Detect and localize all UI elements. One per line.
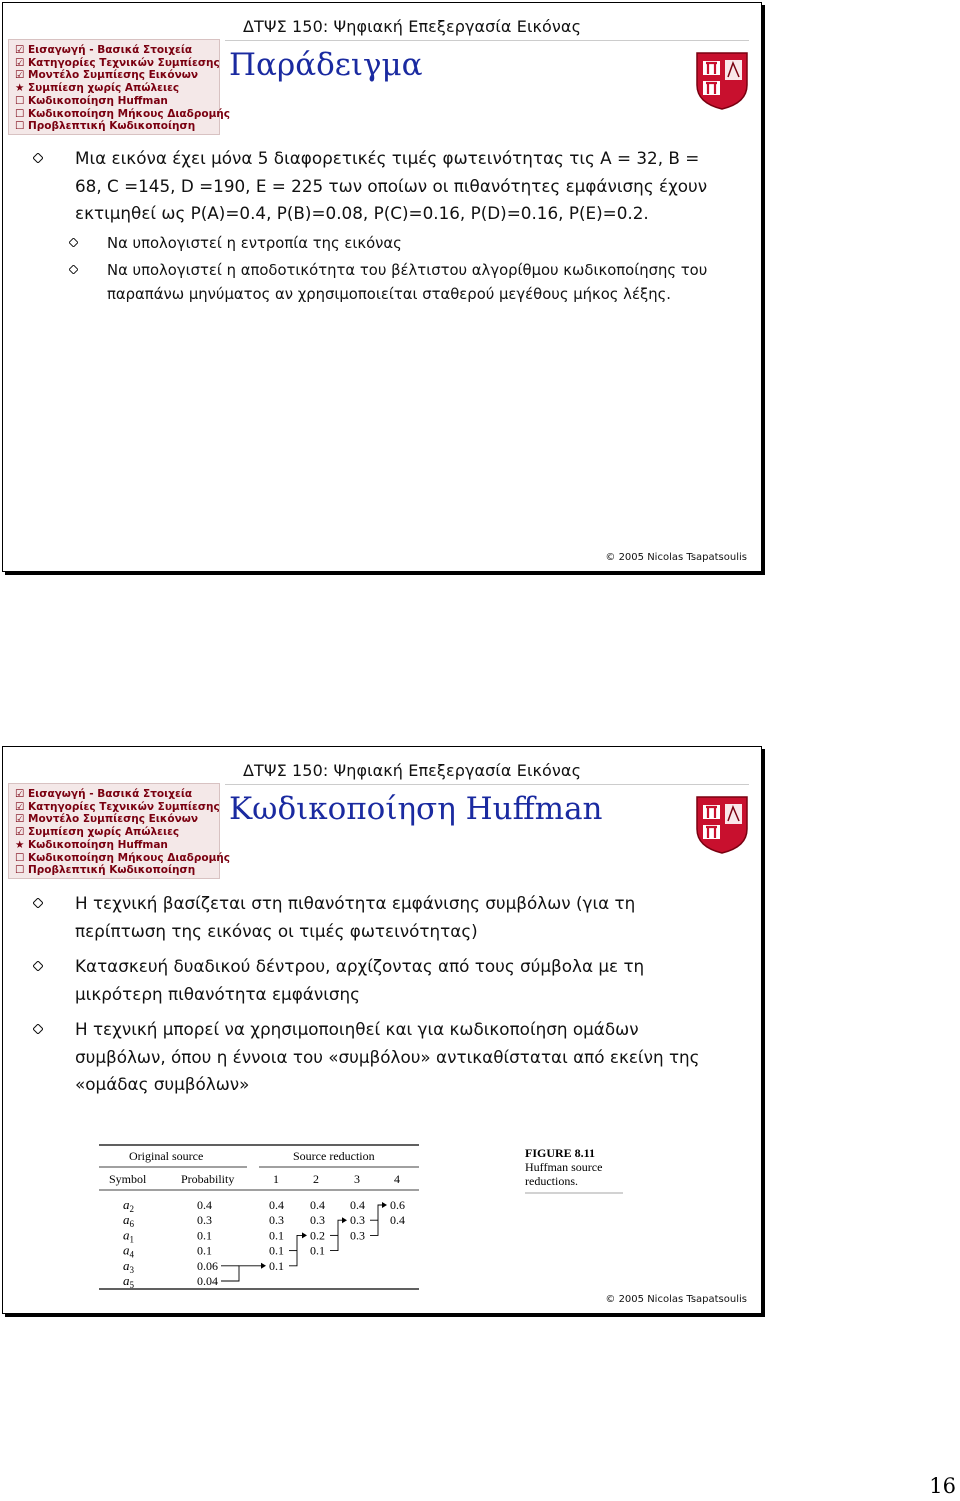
bullet-item [3, 145, 721, 228]
bullet-item [3, 953, 721, 1008]
nav-label: Εισαγωγή - Βασικά Στοιχεία [28, 44, 193, 56]
symbol-base: a [123, 1197, 130, 1212]
col-reduction-2: 2 [313, 1172, 319, 1186]
nav-mark: ☑ [15, 69, 25, 82]
probability-cell: 0.4 [197, 1198, 212, 1212]
slide-2 [2, 746, 762, 1314]
symbol-subscript: 6 [129, 1219, 134, 1230]
sub-bullet-item [3, 232, 721, 256]
nav-label: Μοντέλο Συμπίεσης Εικόνων [28, 813, 199, 826]
nav-item [9, 44, 219, 57]
figure-caption-title: FIGURE 8.11 [525, 1146, 596, 1160]
header-rule [225, 784, 749, 785]
group-source-reduction: Source reduction [293, 1149, 375, 1163]
nav-label: Συμπίεση χωρίς Απώλειες [28, 826, 180, 839]
col-reduction-3: 3 [354, 1172, 360, 1186]
slide-title: Κωδικοποίηση Huffman [229, 791, 603, 827]
nav-mark: ★ [15, 82, 25, 95]
university-logo-icon [695, 51, 749, 111]
nav-label: Κωδικοποίηση Huffman [28, 94, 168, 107]
figure-rows [123, 1197, 405, 1290]
reduction-cell: 0.1 [310, 1243, 325, 1258]
copyright: © 2005 Nicolas Tsapatsoulis [605, 1294, 747, 1305]
arrow-head-icon [302, 1232, 307, 1238]
slide-nav [8, 39, 231, 135]
reduction-cell: 0.4 [310, 1198, 325, 1212]
nav-mark: ☐ [15, 851, 25, 864]
nav-label: Κατηγορίες Τεχνικών Συμπίεσης [28, 56, 220, 69]
huffman-source-reduction-figure [97, 1143, 625, 1291]
slide-nav [8, 783, 231, 879]
merge-connector [221, 1266, 265, 1281]
col-symbol: Symbol [109, 1172, 147, 1186]
diamond-bullet-icon [69, 238, 78, 247]
slide-title: Παράδειγμα [229, 47, 423, 83]
figure-caption-line: reductions. [525, 1174, 578, 1188]
nav-label: Κωδικοποίηση Huffman [28, 838, 168, 851]
group-original-source: Original source [129, 1149, 204, 1163]
nav-label: Συμπίεση χωρίς Απώλειες [28, 82, 180, 95]
nav-item [9, 69, 219, 82]
reduction-cell: 0.6 [390, 1198, 405, 1212]
reduction-cell: 0.1 [269, 1243, 284, 1258]
nav-label: Μοντέλο Συμπίεσης Εικόνων [28, 69, 199, 82]
nav-item [9, 864, 219, 877]
nav-mark: ☑ [15, 813, 25, 826]
symbol-subscript: 1 [129, 1234, 134, 1245]
nav-mark: ☐ [15, 107, 25, 120]
symbol-base: a [123, 1273, 130, 1288]
col-reduction-4: 4 [394, 1172, 400, 1186]
nav-mark: ☑ [15, 826, 25, 839]
nav-mark: ☐ [15, 120, 25, 133]
nav-label: Προβλεπτική Κωδικοποίηση [28, 864, 196, 877]
header-rule [225, 40, 749, 41]
bullet-text: Η τεχνική μπορεί να χρησιμοποιηθεί και για κωδικοποίηση ομάδων συμβόλων, όπου η έννοια του «συμβόλου» αντικαθίσταται από εκείνη της «ομάδας συμβόλων» [75, 1019, 700, 1094]
reduction-cell: 0.3 [350, 1228, 365, 1243]
symbol-subscript: 4 [129, 1249, 134, 1260]
symbol-subscript: 2 [129, 1204, 134, 1214]
reduction-cell: 0.3 [269, 1213, 284, 1228]
nav-item [9, 95, 219, 108]
bullet-item [3, 1016, 721, 1099]
nav-mark: ☐ [15, 864, 25, 877]
diamond-bullet-icon [33, 153, 43, 163]
nav-label: Κατηγορίες Τεχνικών Συμπίεσης [28, 800, 220, 813]
page-number: 16 [929, 1474, 956, 1498]
bullet-text: Μια εικόνα έχει μόνα 5 διαφορετικές τιμές φωτεινότητας τις A = 32, B = 68, C =145, D =190, E = 225 των οποίων οι πιθανότητες εμφάνισης έχουν εκτιμηθεί ως P(A)=0.4, P(B)=0.08, P(C)=0.16, P(D)=0.16, P(E)=0.2. [75, 148, 708, 223]
nav-mark: ☑ [15, 788, 25, 800]
university-logo-icon [695, 795, 749, 855]
probability-cell: 0.1 [197, 1243, 212, 1258]
sub-bullet-text: Να υπολογιστεί η αποδοτικότητα του βέλτιστου αλγορίθμου κωδικοποίησης του παραπάνω μηνύματος αν χρησιμοποιείται σταθερού μεγέθους μήκος λέξης. [107, 262, 708, 303]
nav-item [9, 839, 219, 852]
nav-item [9, 57, 219, 70]
reduction-cell: 0.4 [390, 1213, 405, 1228]
symbol-base: a [123, 1227, 130, 1243]
nav-label: Εισαγωγή - Βασικά Στοιχεία [28, 788, 193, 800]
figure-caption-line: Huffman source [525, 1160, 603, 1174]
probability-cell: 0.3 [197, 1213, 212, 1228]
nav-mark: ☑ [15, 800, 25, 813]
bullet-text: Κατασκευή δυαδικού δέντρου, αρχίζοντας από τους σύμβολα με τη μικρότερη πιθανότητα εμφάνισης [75, 956, 645, 1004]
symbol-subscript: 5 [129, 1280, 134, 1290]
symbol-cell [123, 1273, 135, 1290]
diamond-bullet-icon [33, 961, 43, 971]
copyright: © 2005 Nicolas Tsapatsoulis [605, 552, 747, 563]
nav-item [9, 801, 219, 814]
nav-item [9, 851, 231, 865]
reduction-cell: 0.4 [350, 1198, 365, 1212]
nav-mark: ☐ [15, 94, 25, 107]
col-reduction-1: 1 [273, 1172, 279, 1186]
arrow-head-icon [382, 1202, 387, 1208]
nav-label: Κωδικοποίηση Μήκους Διαδρομής [28, 851, 231, 864]
nav-mark: ☑ [15, 44, 25, 56]
probability-cell: 0.06 [197, 1258, 218, 1273]
diamond-bullet-icon [33, 1024, 43, 1034]
nav-item [9, 826, 219, 839]
sub-bullet-text: Να υπολογιστεί η εντροπία της εικόνας [107, 234, 402, 252]
bullet-list [3, 890, 761, 1099]
nav-label: Προβλεπτική Κωδικοποίηση [28, 120, 196, 133]
reduction-cell: 0.2 [310, 1228, 325, 1243]
bullet-text: Η τεχνική βασίζεται στη πιθανότητα εμφάνισης συμβόλων (για τη περίπτωση της εικόνας οι τιμές φωτεινότητας) [75, 893, 636, 941]
symbol-base: a [123, 1257, 130, 1273]
diamond-bullet-icon [69, 265, 78, 274]
reduction-cell: 0.1 [269, 1258, 284, 1273]
nav-label: Κωδικοποίηση Μήκους Διαδρομής [28, 107, 231, 120]
diamond-bullet-icon [33, 898, 43, 908]
nav-item [9, 120, 219, 133]
symbol-base: a [123, 1212, 130, 1228]
symbol-subscript: 3 [129, 1264, 134, 1275]
reduction-cell: 0.3 [310, 1213, 325, 1228]
arrow-head-icon [342, 1217, 347, 1223]
bullet-item [3, 890, 721, 945]
probability-cell: 0.04 [197, 1274, 218, 1288]
nav-item [9, 813, 219, 826]
probability-cell: 0.1 [197, 1228, 212, 1243]
col-probability: Probability [181, 1172, 235, 1186]
symbol-base: a [123, 1242, 130, 1258]
bullet-list [3, 145, 761, 306]
reduction-cell: 0.3 [350, 1213, 365, 1228]
course-title: ΔΤΨΣ 150: Ψηφιακή Επεξεργασία Εικόνας [243, 17, 582, 36]
nav-mark: ☑ [15, 56, 25, 69]
nav-item [9, 82, 219, 95]
nav-item [9, 788, 219, 801]
slide-1 [2, 2, 762, 572]
arrow-head-icon [261, 1263, 266, 1269]
reduction-cell: 0.1 [269, 1228, 284, 1243]
nav-mark: ★ [15, 838, 25, 851]
sub-bullet-item [3, 259, 721, 306]
course-title: ΔΤΨΣ 150: Ψηφιακή Επεξεργασία Εικόνας [243, 761, 582, 780]
reduction-cell: 0.4 [269, 1198, 284, 1212]
nav-item [9, 107, 231, 121]
